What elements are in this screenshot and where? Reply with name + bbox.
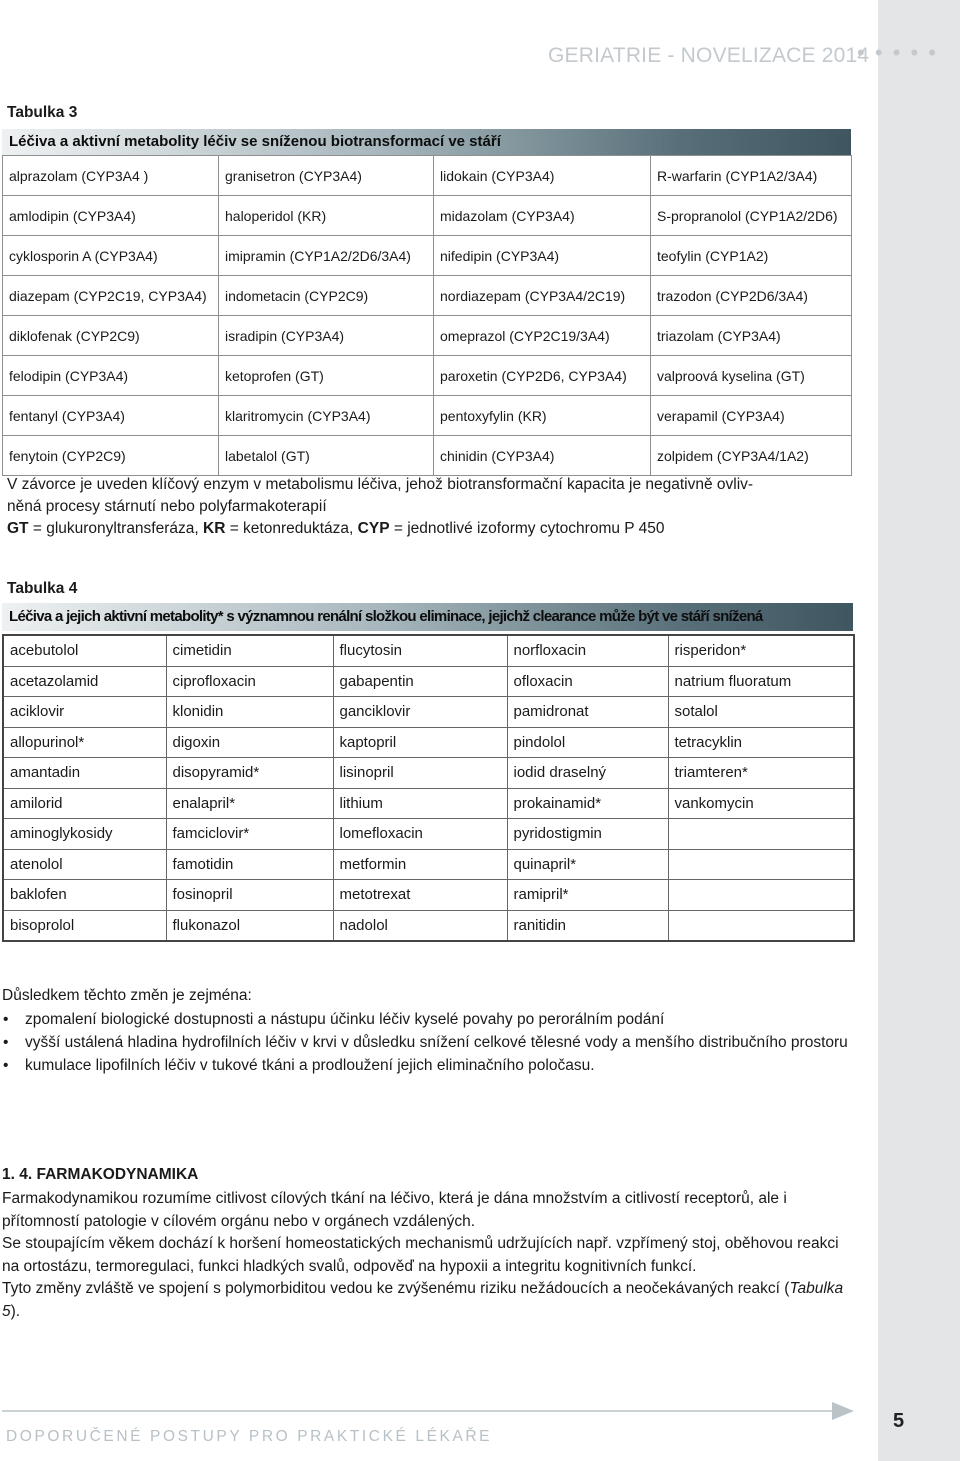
table-cell: lomefloxacin [333, 819, 507, 850]
table4-label: Tabulka 4 [7, 580, 78, 597]
table-cell: triamteren* [668, 758, 854, 789]
table-cell: cimetidin [166, 635, 333, 666]
table-cell: nordiazepam (CYP3A4/2C19) [434, 276, 651, 316]
list-item: • kumulace lipofilních léčiv v tukové tkáni a prodloužení jejich eliminačního poločasu. [0, 1054, 865, 1077]
table-cell: quinapril* [507, 849, 668, 880]
table-cell: norfloxacin [507, 635, 668, 666]
table-cell: acetazolamid [3, 666, 166, 697]
table-cell: digoxin [166, 727, 333, 758]
table-cell: paroxetin (CYP2D6, CYP3A4) [434, 356, 651, 396]
table-row [3, 635, 854, 666]
table-cell: diklofenak (CYP2C9) [3, 316, 219, 356]
table-cell: risperidon* [668, 635, 854, 666]
table-row [3, 436, 852, 476]
table-row [3, 236, 852, 276]
table-row [3, 356, 852, 396]
table-cell: omeprazol (CYP2C19/3A4) [434, 316, 651, 356]
table-cell: natrium fluoratum [668, 666, 854, 697]
table-cell: iodid draselný [507, 758, 668, 789]
table-cell: ganciklovir [333, 697, 507, 728]
table-row [3, 758, 854, 789]
table-cell: indometacin (CYP2C9) [219, 276, 434, 316]
table-row [3, 276, 852, 316]
legend-cyp-text: = jednotlivé izoformy cytochromu P 450 [389, 520, 665, 537]
table-cell [668, 910, 854, 941]
table3-note [7, 474, 753, 540]
table-row [3, 880, 854, 911]
table-cell [668, 849, 854, 880]
table-cell: kaptopril [333, 727, 507, 758]
table3-note-line1: V závorce je uveden klíčový enzym v metabolismu léčiva, jehož biotransformační kapacita je negativně ovliv- [7, 476, 754, 493]
legend-kr-text: = ketonreduktáza, [225, 520, 358, 537]
table-cell: klaritromycin (CYP3A4) [219, 396, 434, 436]
table-cell: prokainamid* [507, 788, 668, 819]
footer-publication-title: DOPORUČENÉ POSTUPY PRO PRAKTICKÉ LÉKAŘE [6, 1428, 493, 1445]
paragraph-3-start: Tyto změny zvláště ve spojení s polymorbiditou vedou ke zvýšenému riziku nežádoucích a neočekávaných reakcí ( [2, 1280, 790, 1297]
table-cell: bisoprolol [3, 910, 166, 941]
consequences-list [0, 1008, 865, 1077]
table-row [3, 849, 854, 880]
table-cell: nadolol [333, 910, 507, 941]
table-row [3, 156, 852, 196]
table-cell: valproová kyselina (GT) [651, 356, 852, 396]
table-cell: fosinopril [166, 880, 333, 911]
table-row [3, 697, 854, 728]
table-cell: ranitidin [507, 910, 668, 941]
legend-kr-abbr: KR [203, 520, 226, 537]
table-cell: tetracyklin [668, 727, 854, 758]
table-row [3, 396, 852, 436]
table-cell: aminoglykosidy [3, 819, 166, 850]
footer-arrow-icon [832, 1402, 854, 1420]
running-header: GERIATRIE - NOVELIZACE 2014 [548, 44, 870, 67]
table-cell: disopyramid* [166, 758, 333, 789]
table-cell: lidokain (CYP3A4) [434, 156, 651, 196]
side-margin-strip [878, 0, 960, 1461]
table3-label: Tabulka 3 [7, 104, 78, 121]
table-cell: lithium [333, 788, 507, 819]
section-paragraph-3 [2, 1278, 854, 1323]
table-row [3, 727, 854, 758]
table-cell: enalapril* [166, 788, 333, 819]
table-cell: pamidronat [507, 697, 668, 728]
table-cell: haloperidol (KR) [219, 196, 434, 236]
legend-gt-text: = glukuronyltransferáza, [28, 520, 203, 537]
table-cell: baklofen [3, 880, 166, 911]
list-item: • zpomalení biologické dostupnosti a nástupu účinku léčiv kyselé povahy po perorálním podání [0, 1008, 865, 1031]
section-body [2, 1188, 854, 1323]
table-cell: ciprofloxacin [166, 666, 333, 697]
table-cell: pentoxyfylin (KR) [434, 396, 651, 436]
table-cell: S-propranolol (CYP1A2/2D6) [651, 196, 852, 236]
table-cell [668, 880, 854, 911]
table-cell: metotrexat [333, 880, 507, 911]
table-cell: nifedipin (CYP3A4) [434, 236, 651, 276]
table-cell: allopurinol* [3, 727, 166, 758]
table-cell: aciklovir [3, 697, 166, 728]
table-cell: triazolam (CYP3A4) [651, 316, 852, 356]
table-cell: isradipin (CYP3A4) [219, 316, 434, 356]
table-cell: amantadin [3, 758, 166, 789]
table-cell: flucytosin [333, 635, 507, 666]
table-cell: klonidin [166, 697, 333, 728]
footer-rule [2, 1410, 838, 1412]
table-cell: sotalol [668, 697, 854, 728]
table3 [2, 155, 852, 476]
table-cell: amlodipin (CYP3A4) [3, 196, 219, 236]
table-cell: imipramin (CYP1A2/2D6/3A4) [219, 236, 434, 276]
table-row [3, 788, 854, 819]
table-cell: trazodon (CYP2D6/3A4) [651, 276, 852, 316]
table-cell: cyklosporin A (CYP3A4) [3, 236, 219, 276]
table-cell: R-warfarin (CYP1A2/3A4) [651, 156, 852, 196]
table-cell: gabapentin [333, 666, 507, 697]
section-heading: 1. 4. FARMAKODYNAMIKA [2, 1166, 199, 1183]
page-number: 5 [893, 1410, 905, 1432]
table-cell: alprazolam (CYP3A4 ) [3, 156, 219, 196]
paragraph-3-end: ). [10, 1302, 21, 1320]
table4 [2, 634, 855, 942]
table3-caption: Léčiva a aktivní metabolity léčiv se sníženou biotransformací ve stáří [2, 129, 851, 155]
table-row [3, 666, 854, 697]
table-cell: teofylin (CYP1A2) [651, 236, 852, 276]
table-cell: pindolol [507, 727, 668, 758]
table-cell: famotidin [166, 849, 333, 880]
legend-cyp-abbr: CYP [357, 520, 390, 537]
section-paragraph-1: Farmakodynamikou rozumíme citlivost cílových tkání na léčivo, která je dána množstvím a citlivostí receptorů, ale i přítomností patologie v cílovém orgánu nebo v orgánech vzdálených. [2, 1190, 787, 1230]
table-cell: midazolam (CYP3A4) [434, 196, 651, 236]
table-cell: diazepam (CYP2C19, CYP3A4) [3, 276, 219, 316]
table-row [3, 910, 854, 941]
table-cell [668, 819, 854, 850]
consequences-intro: Důsledkem těchto změn je zejména: [2, 987, 252, 1004]
table-cell: amilorid [3, 788, 166, 819]
table-cell: ketoprofen (GT) [219, 356, 434, 396]
table-cell: zolpidem (CYP3A4/1A2) [651, 436, 852, 476]
table-row [3, 196, 852, 236]
table-cell: chinidin (CYP3A4) [434, 436, 651, 476]
table-cell: metformin [333, 849, 507, 880]
table-row [3, 819, 854, 850]
table-cell: acebutolol [3, 635, 166, 666]
table3-legend [7, 518, 753, 540]
table-cell: atenolol [3, 849, 166, 880]
table5-reference: Tabulka 5 [2, 1280, 844, 1320]
table-cell: verapamil (CYP3A4) [651, 396, 852, 436]
table-cell: felodipin (CYP3A4) [3, 356, 219, 396]
table-cell: vankomycin [668, 788, 854, 819]
table-cell: famciclovir* [166, 819, 333, 850]
table-cell: fenytoin (CYP2C9) [3, 436, 219, 476]
table4-caption: Léčiva a jejich aktivní metabolity* s významnou renální složkou eliminace, jejichž clearance může být ve stáří snížená [2, 603, 853, 631]
table-cell: ramipril* [507, 880, 668, 911]
table-cell: fentanyl (CYP3A4) [3, 396, 219, 436]
table-cell: lisinopril [333, 758, 507, 789]
table-row [3, 316, 852, 356]
legend-gt-abbr: GT [7, 520, 29, 537]
table-cell: ofloxacin [507, 666, 668, 697]
header-dots: • • • • • [857, 40, 938, 65]
table-cell: flukonazol [166, 910, 333, 941]
table-cell: pyridostigmin [507, 819, 668, 850]
list-item: • vyšší ustálená hladina hydrofilních léčiv v krvi v důsledku snížení celkové tělesné vody a menšího distribučního prostoru [0, 1031, 865, 1054]
section-paragraph-2: Se stoupajícím věkem dochází k horšení homeostatických mechanismů udržujících např. vzpřímený stoj, oběhovou reakci na ortostázu, termoregulaci, funkci hladkých svalů, odpověď na hypoxii a integritu kognitivních funkcí. [2, 1235, 839, 1275]
table-cell: labetalol (GT) [219, 436, 434, 476]
table-cell: granisetron (CYP3A4) [219, 156, 434, 196]
table3-note-line2: něná procesy stárnutí nebo polyfarmakoterapií [7, 498, 327, 515]
